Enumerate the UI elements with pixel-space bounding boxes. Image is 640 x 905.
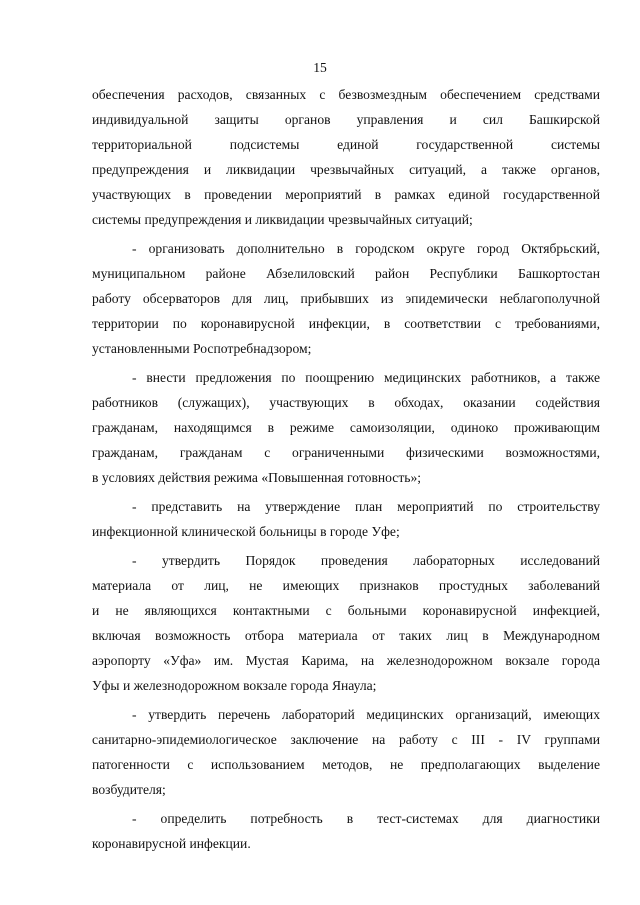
paragraph — [92, 806, 600, 856]
text-line: территориальной подсистемы единой государственной системы — [92, 137, 600, 152]
paragraph — [92, 236, 600, 361]
text-line: - представить на утверждение план мероприятий по строительству — [132, 499, 600, 514]
text-line: установленными Роспотребнадзором; — [92, 341, 312, 356]
paragraph — [92, 82, 600, 232]
paragraph — [92, 494, 600, 544]
text-line: системы предупреждения и ликвидации чрезвычайных ситуаций; — [92, 212, 473, 227]
text-line: материала от лиц, не имеющих признаков простудных заболеваний — [92, 578, 600, 593]
text-line: гражданам, находящимся в режиме самоизоляции, одиноко проживающим — [92, 420, 600, 435]
paragraph — [92, 702, 600, 802]
text-line: гражданам, гражданам с ограниченными физическими возможностями, — [92, 445, 600, 460]
text-line: обеспечения расходов, связанных с безвозмездным обеспечением средствами — [92, 87, 600, 102]
text-line: - организовать дополнительно в городском округе город Октябрьский, — [132, 241, 600, 256]
page-number: 15 — [313, 60, 327, 75]
text-line: аэропорту «Уфа» им. Мустая Карима, на железнодорожном вокзале города — [92, 653, 600, 668]
text-line: - внести предложения по поощрению медицинских работников, а также — [132, 370, 600, 385]
text-line: патогенности с использованием методов, не предполагающих выделение — [92, 757, 600, 772]
text-line: - утвердить Порядок проведения лабораторных исследований — [132, 553, 600, 568]
text-line: и не являющихся контактными с больными коронавирусной инфекцией, — [92, 603, 600, 618]
text-line: - определить потребность в тест-системах для диагностики — [132, 811, 600, 826]
text-line: в условиях действия режима «Повышенная готовность»; — [92, 470, 422, 485]
text-line: работников (служащих), участвующих в обходах, оказании содействия — [92, 395, 600, 410]
document-body — [92, 82, 600, 856]
text-line: индивидуальной защиты органов управления и сил Башкирской — [92, 112, 600, 127]
text-line: включая возможность отбора материала от таких лиц в Международном — [92, 628, 600, 643]
text-line: территории по коронавирусной инфекции, в соответствии с требованиями, — [92, 316, 600, 331]
text-line: возбудителя; — [92, 782, 166, 797]
text-line: Уфы и железнодорожном вокзале города Янаула; — [92, 678, 377, 693]
paragraph — [92, 365, 600, 490]
text-line: предупреждения и ликвидации чрезвычайных ситуаций, а также органов, — [92, 162, 600, 177]
text-line: - утвердить перечень лабораторий медицинских организаций, имеющих — [132, 707, 600, 722]
text-line: инфекционной клинической больницы в городе Уфе; — [92, 524, 400, 539]
paragraph — [92, 548, 600, 698]
text-line: муниципальном районе Абзелиловский район Республики Башкортостан — [92, 266, 600, 281]
text-line: участвующих в проведении мероприятий в рамках единой государственной — [92, 187, 600, 202]
text-line: санитарно-эпидемиологическое заключение на работу с III - IV группами — [92, 732, 600, 747]
text-line: коронавирусной инфекции. — [92, 836, 251, 851]
text-line: работу обсерваторов для лиц, прибывших из эпидемически неблагополучной — [92, 291, 600, 306]
